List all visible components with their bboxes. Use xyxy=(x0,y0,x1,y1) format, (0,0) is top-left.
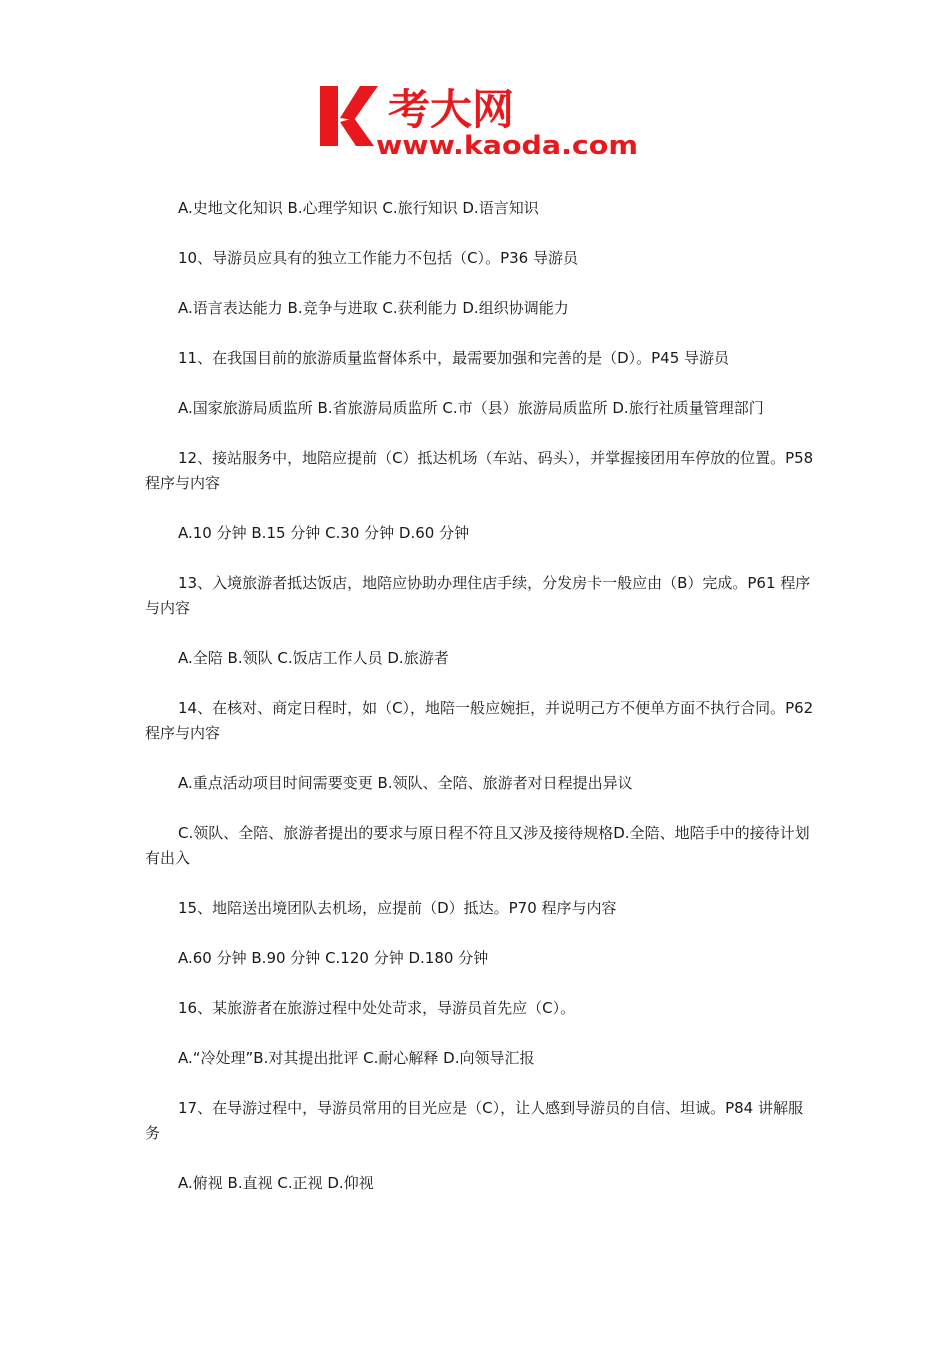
option-line: A.60 分钟 B.90 分钟 C.120 分钟 D.180 分钟 xyxy=(178,949,489,967)
question-line: 10、导游员应具有的独立工作能力不包括（C）。P36 导游员 xyxy=(178,249,578,267)
logo-chinese-name: 考大网 xyxy=(388,85,515,134)
question-line: 17、在导游过程中，导游员常用的目光应是（C），让人感到导游员的自信、坦诚。P84 讲解服务 xyxy=(145,1099,803,1142)
question-line: 14、在核对、商定日程时，如（C），地陪一般应婉拒，并说明己方不便单方面不执行合同。P62 程序与内容 xyxy=(145,699,814,742)
kaoda-logo xyxy=(318,80,640,160)
option-line: A.俯视 B.直视 C.正视 D.仰视 xyxy=(178,1174,374,1192)
option-line: A.全陪 B.领队 C.饭店工作人员 D.旅游者 xyxy=(178,649,449,667)
question-line: 11、在我国目前的旅游质量监督体系中，最需要加强和完善的是（D）。P45 导游员 xyxy=(178,349,730,367)
option-line: A.“冷处理”B.对其提出批评 C.耐心解释 D.向领导汇报 xyxy=(178,1049,535,1067)
option-line: A.语言表达能力 B.竞争与进取 C.获利能力 D.组织协调能力 xyxy=(178,299,569,317)
option-line: A.重点活动项目时间需要变更 B.领队、全陪、旅游者对日程提出异议 xyxy=(178,774,633,792)
option-line: A.史地文化知识 B.心理学知识 C.旅行知识 D.语言知识 xyxy=(178,199,539,217)
option-line: C.领队、全陪、旅游者提出的要求与原日程不符且又涉及接待规格D.全陪、地陪手中的接待计划有出入 xyxy=(145,824,810,867)
question-line: 13、入境旅游者抵达饭店，地陪应协助办理住店手续，分发房卡一般应由（B）完成。P61 程序与内容 xyxy=(145,574,811,617)
question-line: 12、接站服务中，地陪应提前（C）抵达机场（车站、码头），并掌握接团用车停放的位置。P58 程序与内容 xyxy=(145,449,814,492)
question-line: 16、某旅游者在旅游过程中处处苛求，导游员首先应（C）。 xyxy=(178,999,576,1017)
k-logo-icon xyxy=(320,86,378,146)
question-line: 15、地陪送出境团队去机场，应提前（D）抵达。P70 程序与内容 xyxy=(178,899,617,917)
logo-url: www.kaoda.com xyxy=(376,131,638,160)
option-line: A.国家旅游局质监所 B.省旅游局质监所 C.市（县）旅游局质监所 D.旅行社质量管理部门 xyxy=(178,399,764,417)
option-line: A.10 分钟 B.15 分钟 C.30 分钟 D.60 分钟 xyxy=(178,524,470,542)
